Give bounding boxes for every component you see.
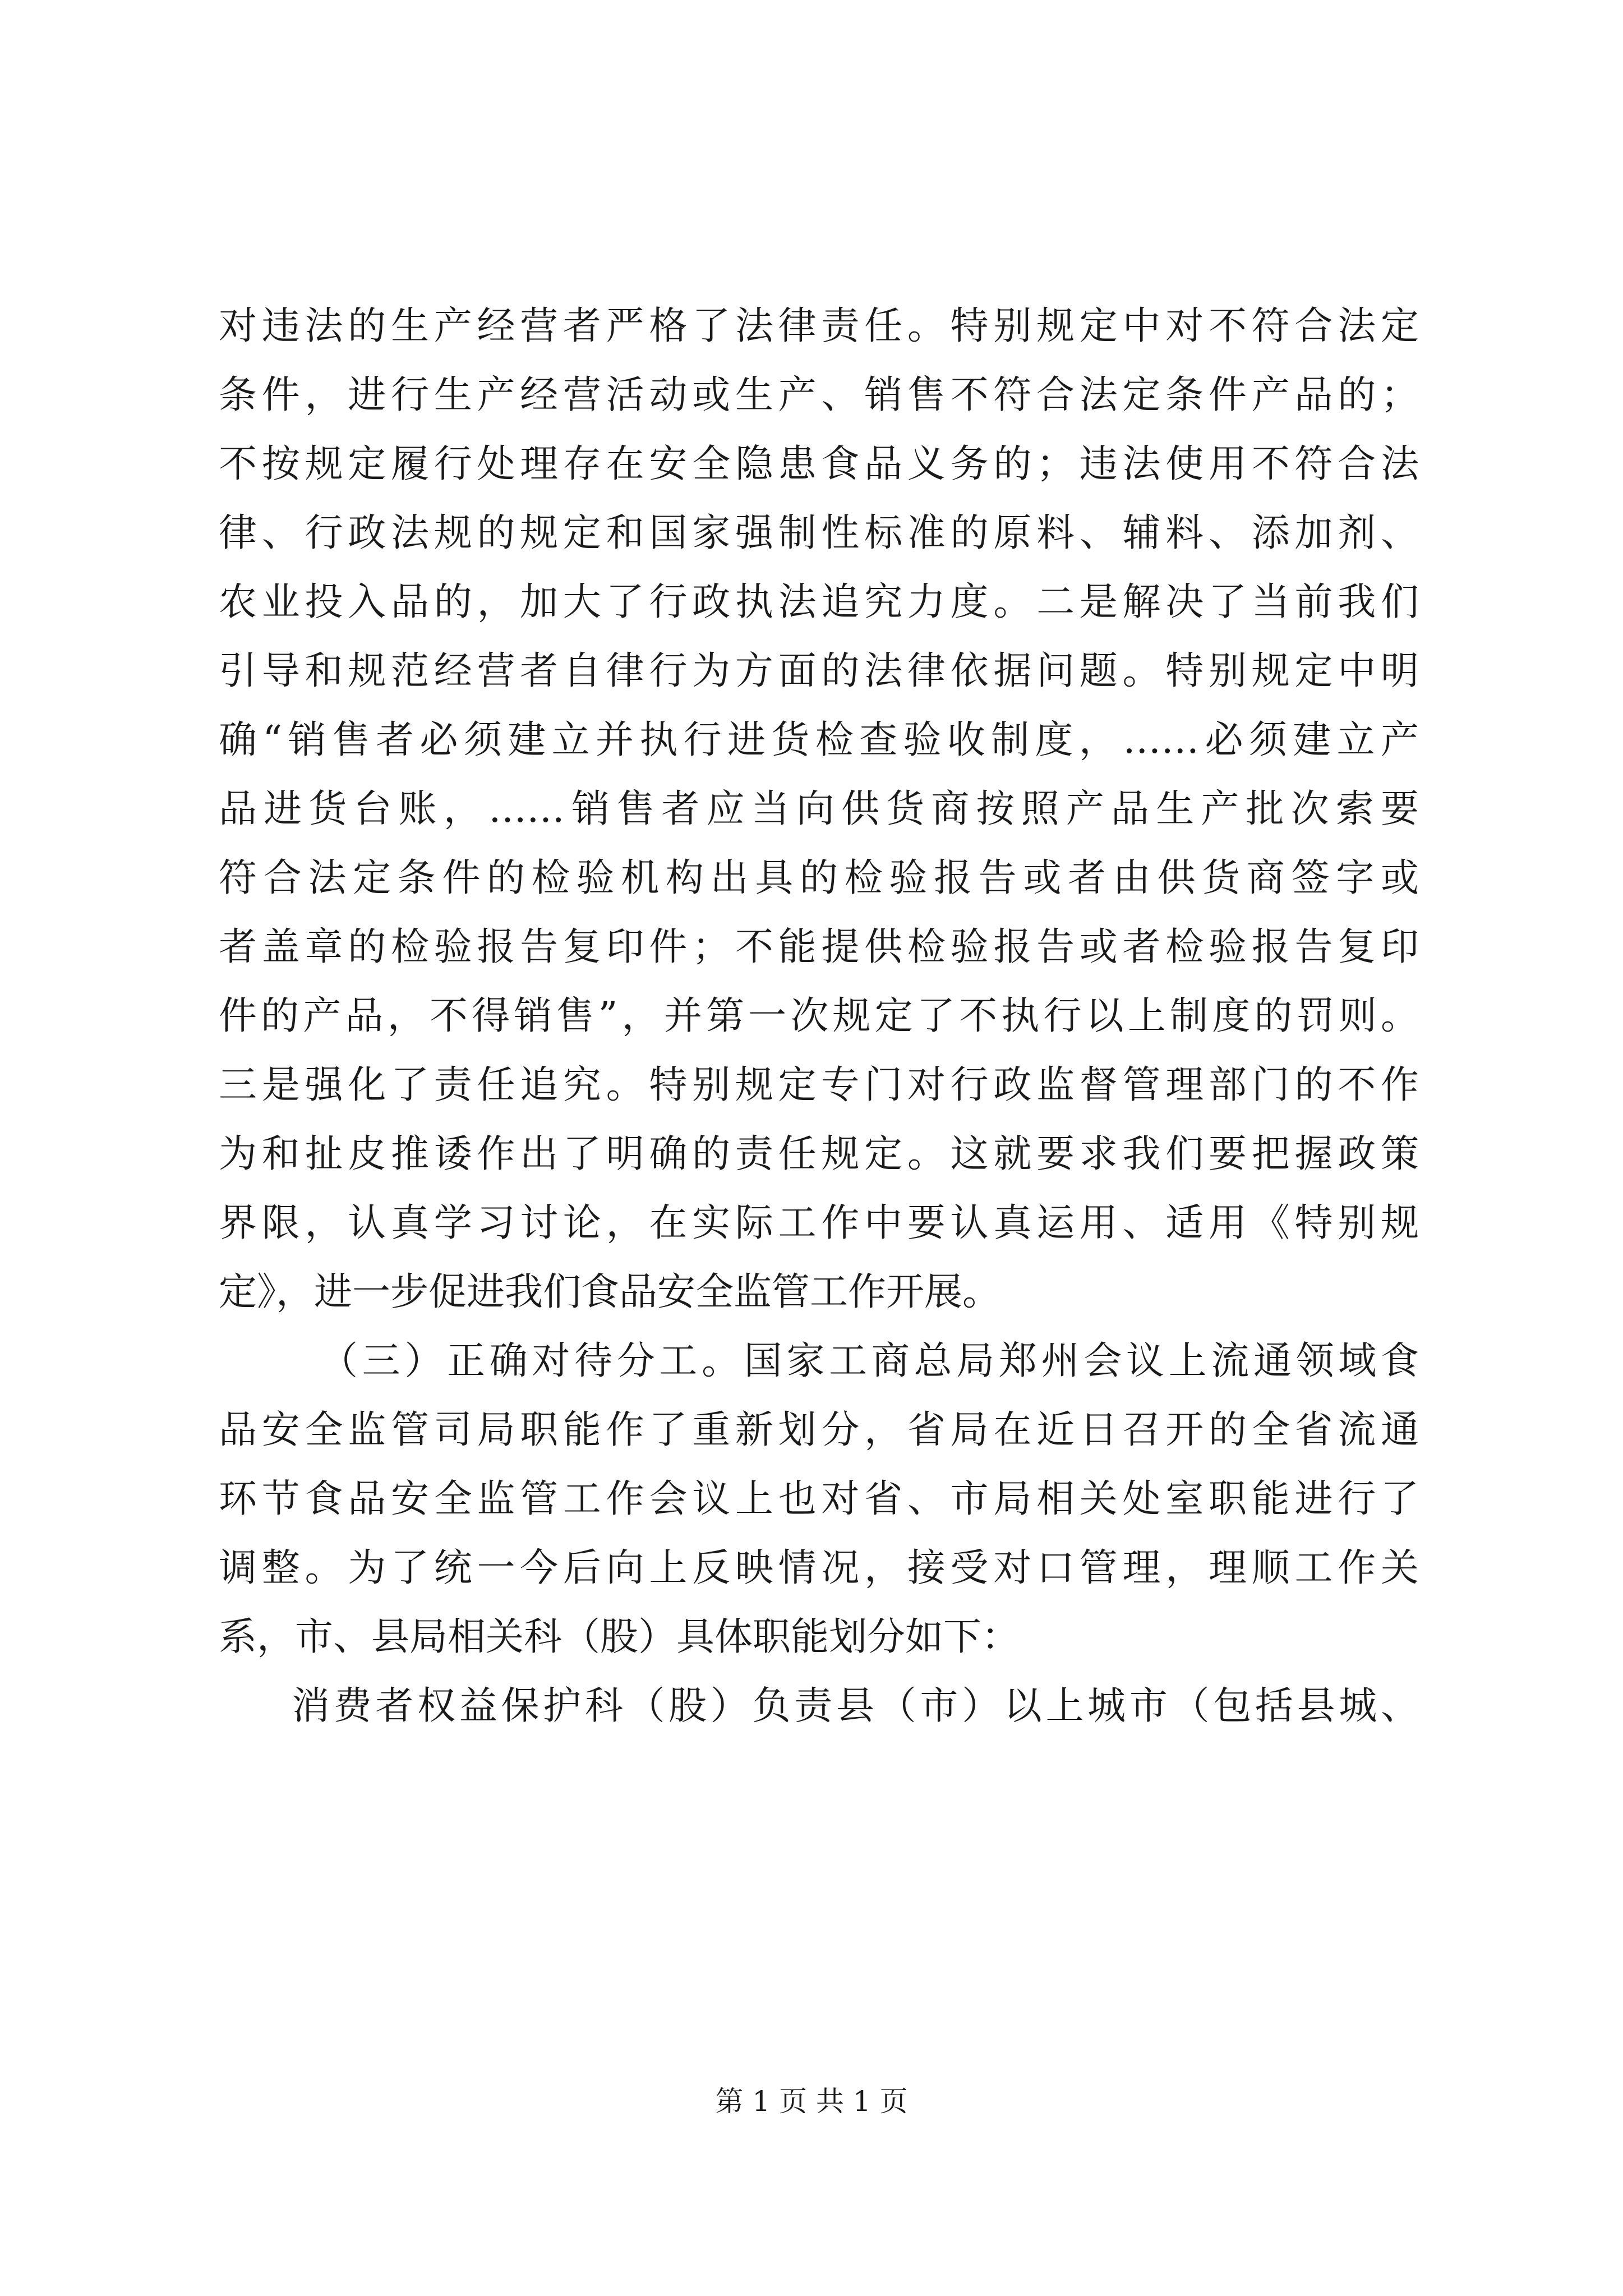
text-line: 系，市、县局相关科（股）具体职能划分如下： [219, 1615, 1020, 1659]
text-line: 环节食品安全监管工作会议上也对省、市局相关处室职能进行了 [219, 1477, 1419, 1521]
text-line: 调整。为了统一今后向上反映情况，接受对口管理，理顺工作关 [219, 1546, 1419, 1590]
text-line: 品安全监管司局职能作了重新划分，省局在近日召开的全省流通 [219, 1408, 1419, 1452]
text-line: 引导和规范经营者自律行为方面的法律依据问题。特别规定中明 [219, 649, 1419, 693]
text-line: 消费者权益保护科（股）负责县（市）以上城市（包括县城、 [292, 1684, 1419, 1728]
text-line: 定》，进一步促进我们食品安全监管工作开展。 [219, 1270, 1001, 1314]
text-line: 界限，认真学习讨论，在实际工作中要认真运用、适用《特别规 [219, 1201, 1419, 1245]
text-line: 条件，进行生产经营活动或生产、销售不符合法定条件产品的； [219, 373, 1419, 417]
body-text [219, 292, 1419, 1741]
text-line: 为和扯皮推诿作出了明确的责任规定。这就要求我们要把握政策 [219, 1132, 1419, 1176]
text-line: 确“销售者必须建立并执行进货检查验收制度，……必须建立产 [219, 718, 1419, 762]
text-line: 对违法的生产经营者严格了法律责任。特别规定中对不符合法定 [219, 304, 1419, 348]
page-footer: 第 1 页 共 1 页 [715, 2085, 908, 2118]
text-line: 者盖章的检验报告复印件；不能提供检验报告或者检验报告复印 [219, 925, 1419, 969]
text-line: 农业投入品的，加大了行政执法追究力度。二是解决了当前我们 [219, 580, 1419, 624]
text-line: 件的产品，不得销售”，并第一次规定了不执行以上制度的罚则。 [219, 994, 1419, 1038]
text-line: 三是强化了责任追究。特别规定专门对行政监督管理部门的不作 [219, 1063, 1419, 1107]
text-line: 不按规定履行处理存在安全隐患食品义务的；违法使用不符合法 [219, 442, 1419, 486]
text-line: 符合法定条件的检验机构出具的检验报告或者由供货商签字或 [219, 856, 1419, 900]
section-heading-line: （三）正确对待分工。国家工商总局郑州会议上流通领域食 [320, 1339, 1419, 1383]
text-line: 品进货台账，……销售者应当向供货商按照产品生产批次索要 [219, 787, 1419, 831]
text-line: 律、行政法规的规定和国家强制性标准的原料、辅料、添加剂、 [219, 511, 1419, 555]
